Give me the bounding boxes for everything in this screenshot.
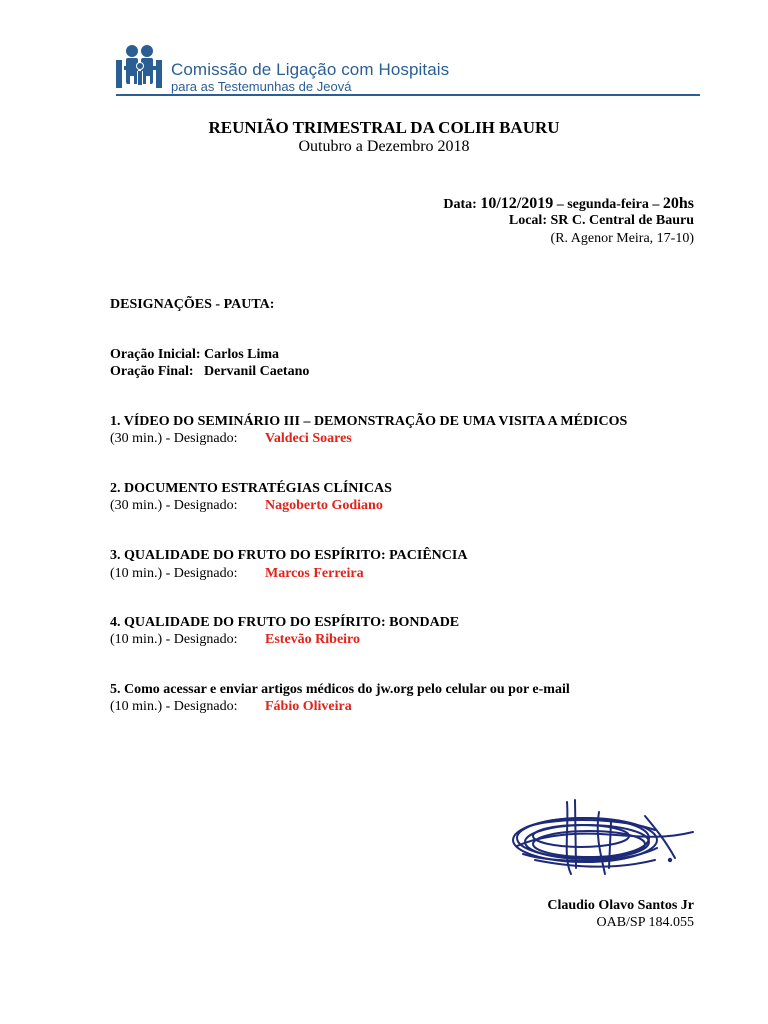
date-label: Data: [443,197,477,212]
prayer-name: Carlos Lima [204,347,280,362]
section-heading: DESIGNAÇÕES - PAUTA: [110,297,275,312]
agenda-duration: (10 min.) - Designado: [110,699,238,714]
org-subtitle: para as Testemunhas de Jeová [171,79,352,94]
prayer-closing [110,364,309,380]
agenda-duration: (10 min.) - Designado: [110,632,238,647]
agenda-assignee: Marcos Ferreira [265,566,364,581]
agenda-duration: (30 min.) - Designado: [110,498,238,513]
date-value: 10/12/2019 [480,195,554,212]
meeting-address: (R. Agenor Meira, 17-10) [550,231,694,246]
meeting-date [443,195,694,213]
prayer-opening [110,347,279,363]
document-subtitle: Outubro a Dezembro 2018 [298,138,470,155]
agenda-assignee: Valdeci Soares [265,431,352,446]
signer-name: Claudio Olavo Santos Jr [547,898,694,913]
agenda-item-title: 4. QUALIDADE DO FRUTO DO ESPÍRITO: BONDADE [110,615,460,630]
agenda-item-assignment [110,498,383,514]
meeting-location [509,213,694,229]
prayer-label: Oração Final: [110,364,194,379]
weekday: – segunda-feira – [556,197,660,212]
agenda-item-title: 3. QUALIDADE DO FRUTO DO ESPÍRITO: PACIÊNCIA [110,548,468,563]
agenda-item-title: 5. Como acessar e enviar artigos médicos do jw.org pelo celular ou por e-mail [110,682,570,697]
header-divider [116,94,700,96]
org-name: Comissão de Ligação com Hospitais [171,60,450,79]
agenda-item-title: 2. DOCUMENTO ESTRATÉGIAS CLÍNICAS [110,481,392,496]
local-value: SR C. Central de Bauru [550,213,694,228]
agenda-assignee: Fábio Oliveira [265,699,352,714]
agenda-item-assignment [110,566,364,582]
agenda-item-assignment [110,699,352,715]
signer-registration: OAB/SP 184.055 [596,915,694,930]
document-title: REUNIÃO TRIMESTRAL DA COLIH BAURU [208,118,560,137]
agenda-duration: (10 min.) - Designado: [110,566,238,581]
prayer-name: Dervanil Caetano [204,364,310,379]
local-label: Local: [508,213,547,228]
agenda-item-assignment [110,632,360,648]
agenda-item-title: 1. VÍDEO DO SEMINÁRIO III – DEMONSTRAÇÃO DE UMA VISITA A MÉDICOS [110,414,628,429]
signature-image [505,798,695,878]
prayer-label: Oração Inicial: [110,347,201,362]
colih-logo-icon [116,44,164,90]
agenda-duration: (30 min.) - Designado: [110,431,238,446]
agenda-assignee: Estevão Ribeiro [265,632,361,647]
agenda-item-assignment [110,431,352,447]
header-logo [116,44,700,98]
agenda-assignee: Nagoberto Godiano [265,498,383,513]
meeting-time: 20hs [662,195,694,212]
